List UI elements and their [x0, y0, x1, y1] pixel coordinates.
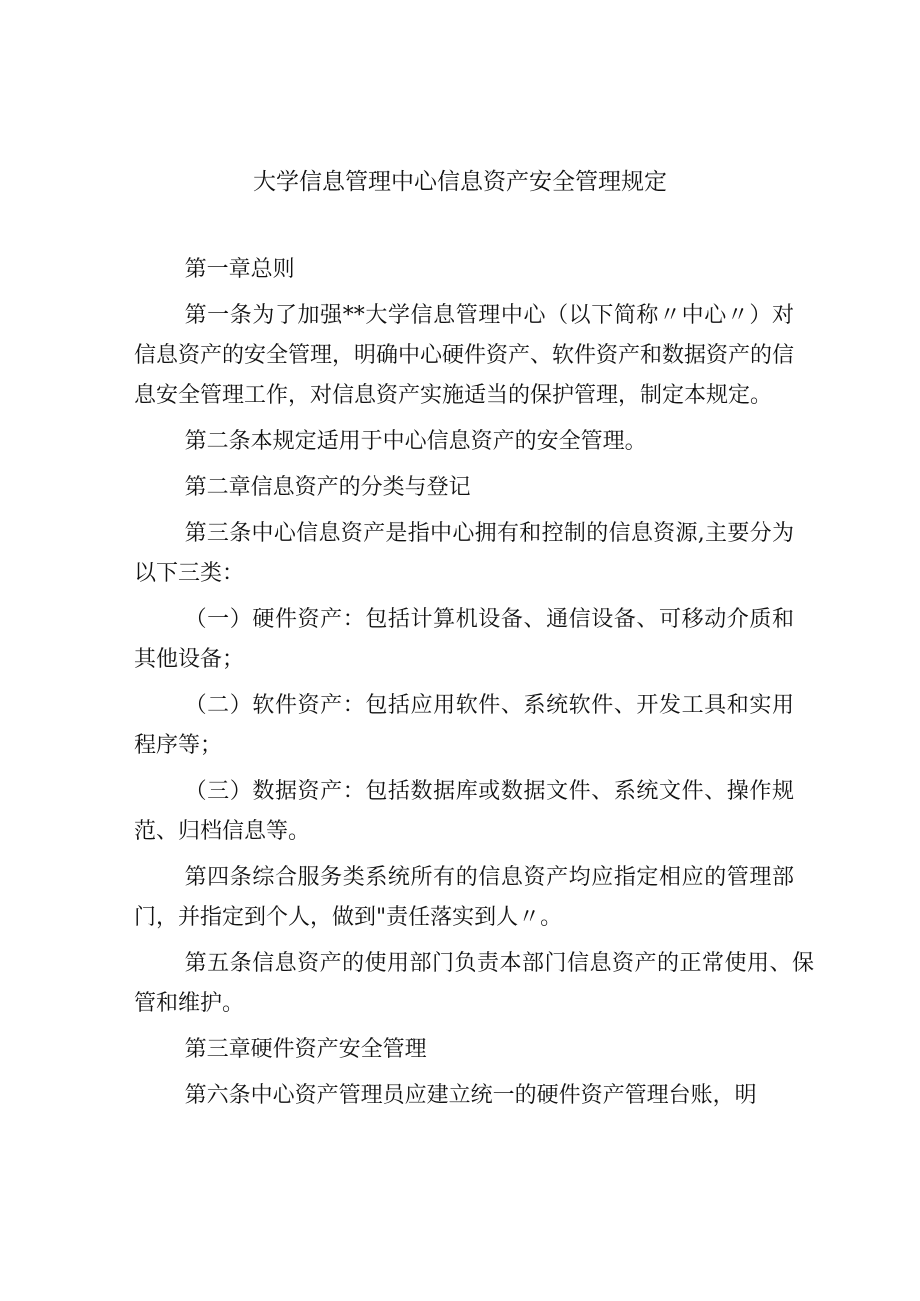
list-item: （三）数据资产：包括数据库或数据文件、系统文件、操作规范、归档信息等。 — [134, 779, 794, 844]
article-paragraph: 第一条为了加强**大学信息管理中心（以下简称〃中心〃）对信息资产的安全管理，明确中心硬件资产、软件资产和数据资产的信息安全管理工作，对信息资产实施适当的保护管理，制定本规定。 — [134, 303, 795, 408]
article-paragraph: 第六条中心资产管理员应建立统一的硬件资产管理台账，明 — [184, 1083, 757, 1108]
document-body — [134, 250, 814, 1122]
chapter-heading: 第一章总则 — [184, 257, 295, 282]
chapter-heading: 第二章信息资产的分类与登记 — [184, 475, 471, 500]
article-paragraph: 第二条本规定适用于中心信息资产的安全管理。 — [184, 429, 647, 454]
article-paragraph: 第四条综合服务类系统所有的信息资产均应指定相应的管理部门，并指定到个人，做到"责任落实到人〃。 — [134, 865, 794, 930]
document-title: 大学信息管理中心信息资产安全管理规定 — [253, 169, 667, 195]
chapter-heading: 第三章硬件资产安全管理 — [184, 1037, 427, 1062]
list-item: （二）软件资产：包括应用软件、系统软件、开发工具和实用程序等； — [134, 693, 794, 758]
article-paragraph: 第三条中心信息资产是指中心拥有和控制的信息资源,主要分为以下三类： — [134, 521, 794, 586]
list-item: （一）硬件资产：包括计算机设备、通信设备、可移动介质和其他设备； — [134, 607, 794, 672]
article-paragraph: 第五条信息资产的使用部门负责本部门信息资产的正常使用、保管和维护。 — [134, 951, 814, 1016]
